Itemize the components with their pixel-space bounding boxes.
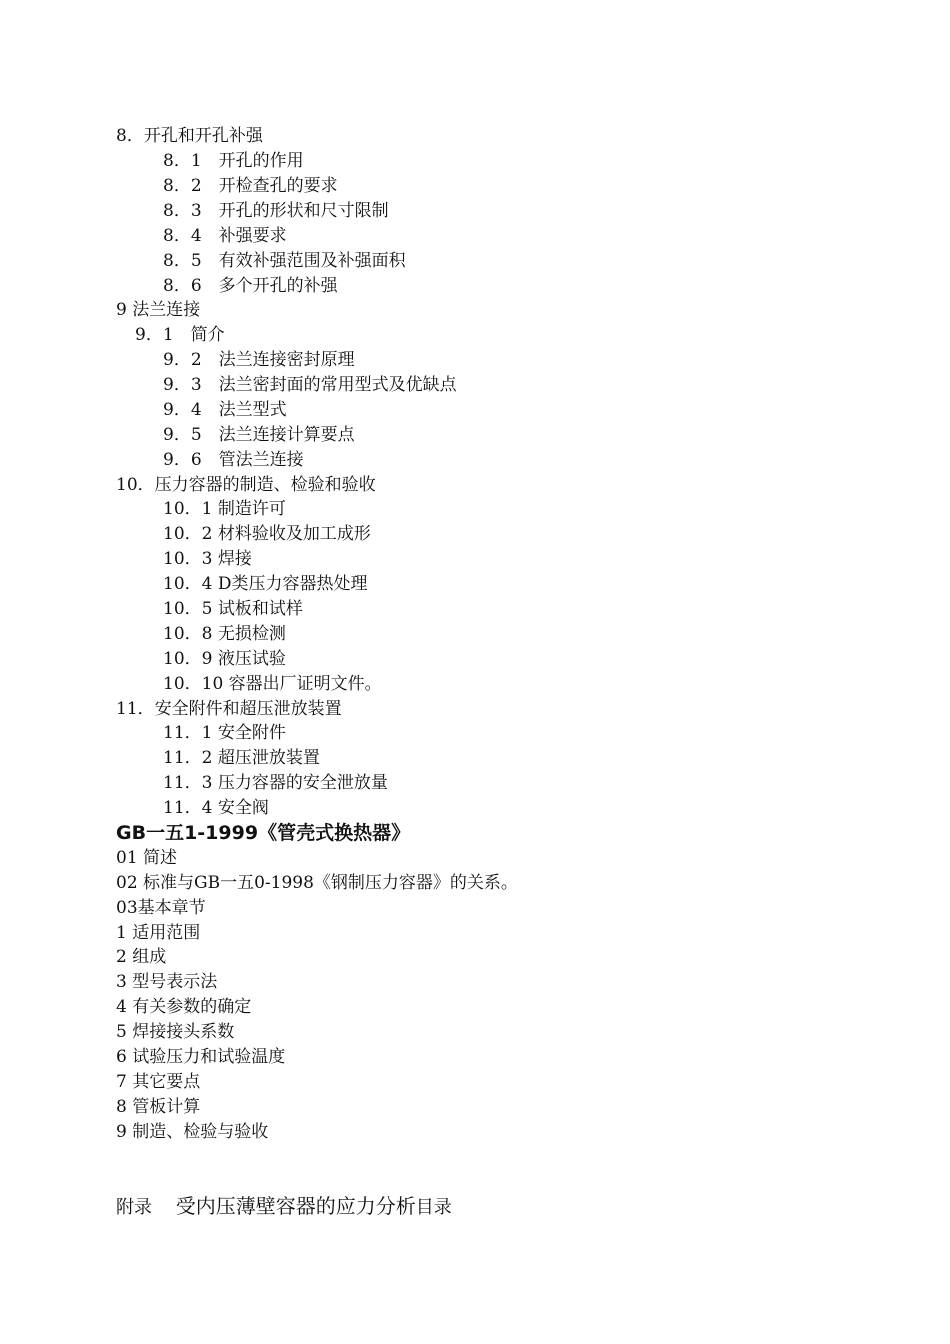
appendix-title: 受内压薄壁容器的应力分析 (175, 1194, 416, 1218)
toc-item-8-3: 8．3 开孔的形状和尺寸限制 (163, 201, 389, 221)
toc-item-10-10: 10．10 容器出厂证明文件。 (163, 674, 382, 694)
toc-item-9-3: 9．3 法兰密封面的常用型式及优缺点 (163, 375, 457, 395)
gb151-item-4: 4 有关参数的确定 (116, 997, 252, 1017)
toc-item-9-4: 9．4 法兰型式 (163, 400, 287, 420)
gb151-item-1: 1 适用范围 (116, 923, 201, 943)
toc-item-10-5: 10．5 试板和试样 (163, 599, 303, 619)
toc-item-9-2: 9．2 法兰连接密封原理 (163, 350, 355, 370)
section-8-title: 8．开孔和开孔补强 (116, 126, 263, 146)
toc-item-11-4: 11．4 安全阀 (163, 798, 269, 818)
gb151-item-02: 02 标准与GB一五0-1998《钢制压力容器》的关系。 (116, 873, 518, 893)
gb151-item-2: 2 组成 (116, 947, 167, 967)
gb151-item-03: 03基本章节 (116, 898, 206, 918)
toc-item-8-1: 8．1 开孔的作用 (163, 151, 304, 171)
toc-item-10-2: 10．2 材料验收及加工成形 (163, 524, 371, 544)
toc-item-11-1: 11．1 安全附件 (163, 723, 286, 743)
gb151-item-9: 9 制造、检验与验收 (116, 1122, 269, 1142)
toc-item-8-5: 8．5 有效补强范围及补强面积 (163, 251, 406, 271)
toc-item-8-4: 8．4 补强要求 (163, 226, 287, 246)
gb151-item-01: 01 简述 (116, 848, 178, 868)
appendix-line (116, 1194, 452, 1220)
section-10-title: 10．压力容器的制造、检验和验收 (116, 475, 376, 495)
gb151-item-7: 7 其它要点 (116, 1072, 201, 1092)
toc-item-10-1: 10．1 制造许可 (163, 499, 286, 519)
toc-item-9-6: 9．6 管法兰连接 (163, 450, 304, 470)
toc-item-9-1: 9．1 简介 (135, 325, 225, 345)
toc-item-9-5: 9．5 法兰连接计算要点 (163, 425, 355, 445)
gb151-item-5: 5 焊接接头系数 (116, 1022, 235, 1042)
toc-item-10-8: 10．8 无损检测 (163, 624, 286, 644)
gb151-item-3: 3 型号表示法 (116, 972, 218, 992)
toc-item-11-3: 11．3 压力容器的安全泄放量 (163, 773, 388, 793)
section-11-title: 11．安全附件和超压泄放装置 (116, 699, 342, 719)
toc-item-11-2: 11．2 超压泄放装置 (163, 748, 320, 768)
gb151-heading: GB一五1-1999《管壳式换热器》 (116, 822, 411, 844)
appendix-suffix: 目录 (415, 1197, 452, 1218)
appendix-label: 附录 (116, 1197, 152, 1218)
toc-item-8-6: 8．6 多个开孔的补强 (163, 276, 338, 296)
toc-item-10-4: 10．4 D类压力容器热处理 (163, 574, 368, 594)
gb151-item-6: 6 试验压力和试验温度 (116, 1047, 286, 1067)
toc-item-10-3: 10．3 焊接 (163, 549, 252, 569)
gb151-item-8: 8 管板计算 (116, 1097, 201, 1117)
toc-item-8-2: 8．2 开检查孔的要求 (163, 176, 338, 196)
section-9-title: 9 法兰连接 (116, 300, 201, 320)
toc-item-10-9: 10．9 液压试验 (163, 649, 286, 669)
